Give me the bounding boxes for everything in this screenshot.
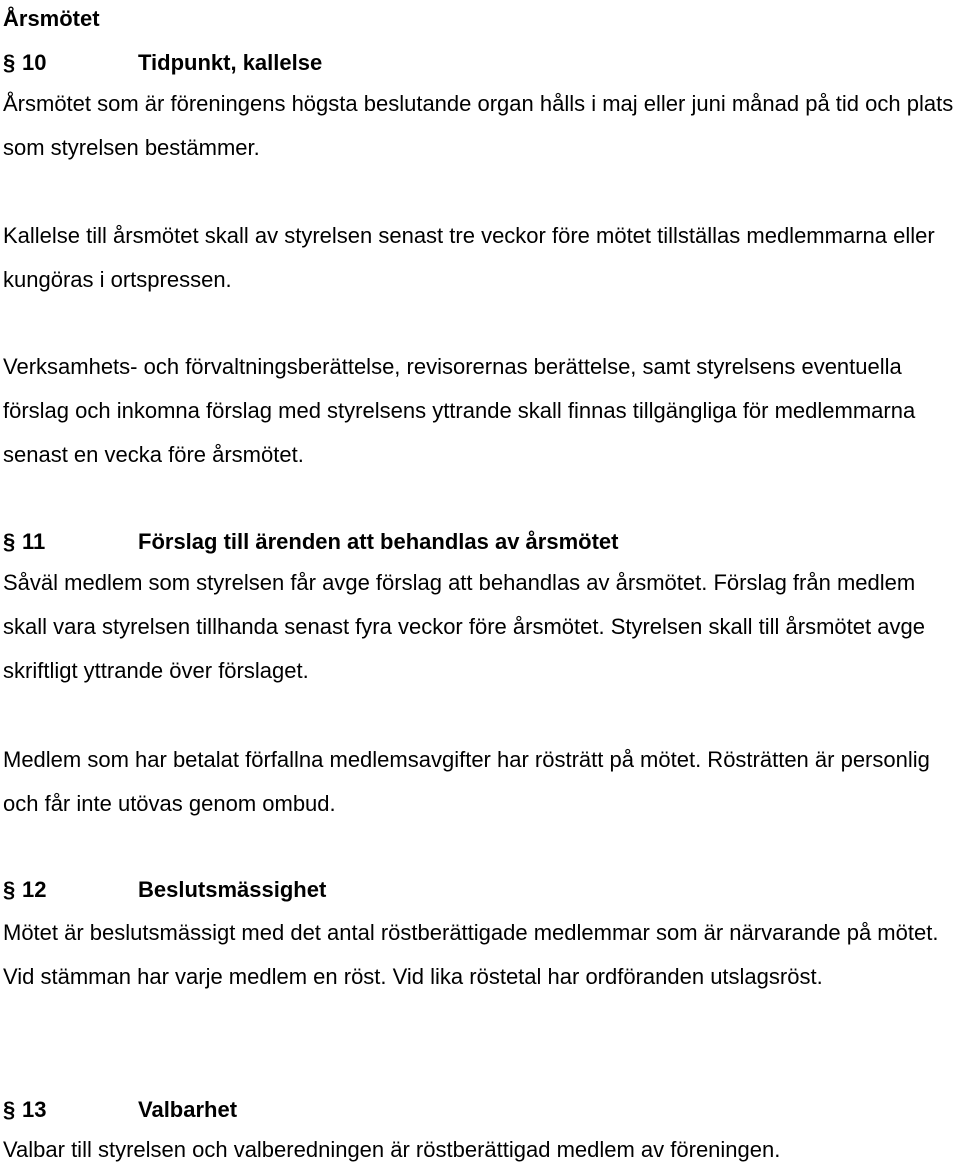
section-number: 11 [22,529,46,554]
section-title: Beslutsmässighet [138,877,327,902]
section-10-paragraph-1: Årsmötet som är föreningens högsta beslutande organ hålls i maj eller juni månad på tid och plats som styrelsen bestämmer. [3,91,954,160]
section-title: Tidpunkt, kallelse [138,50,323,75]
section-11-paragraph-1: Såväl medlem som styrelsen får avge förslag att behandlas av årsmötet. Förslag från medlem skall vara styrelsen tillhanda senast fyra veckor före årsmötet. Styrelsen skall till årsmötet avge skriftligt yttrande över förslaget. [3,570,925,683]
section-number: 12 [22,877,47,902]
section-title: Valbarhet [138,1097,238,1122]
section-symbol: § [3,877,16,902]
section-number: 10 [22,50,47,75]
section-13-paragraph-1: Valbar till styrelsen och valberedningen är röstberättigad medlem av föreningen. [3,1137,781,1162]
section-10-paragraph-2: Kallelse till årsmötet skall av styrelsen senast tre veckor före mötet tillställas medlemmarna eller kungöras i ortspressen. [3,223,935,292]
section-symbol: § [3,529,16,554]
section-title: Förslag till ärenden att behandlas av årsmötet [138,529,619,554]
section-12-paragraph-1: Mötet är beslutsmässigt med det antal röstberättigade medlemmar som är närvarande på mötet. Vid stämman har varje medlem en röst. Vid lika röstetal har ordföranden utslagsröst. [3,920,939,989]
page-heading: Årsmötet [3,6,100,31]
section-symbol: § [3,1097,16,1122]
section-10-paragraph-3: Verksamhets- och förvaltningsberättelse, revisorernas berättelse, samt styrelsens eventuella förslag och inkomna förslag med styrelsens yttrande skall finnas tillgängliga för medlemmarna senast en vecka före årsmötet. [3,354,916,467]
section-11-paragraph-2: Medlem som har betalat förfallna medlemsavgifter har rösträtt på mötet. Rösträtten är personlig och får inte utövas genom ombud. [3,747,930,816]
section-number: 13 [22,1097,47,1122]
section-symbol: § [3,50,16,75]
